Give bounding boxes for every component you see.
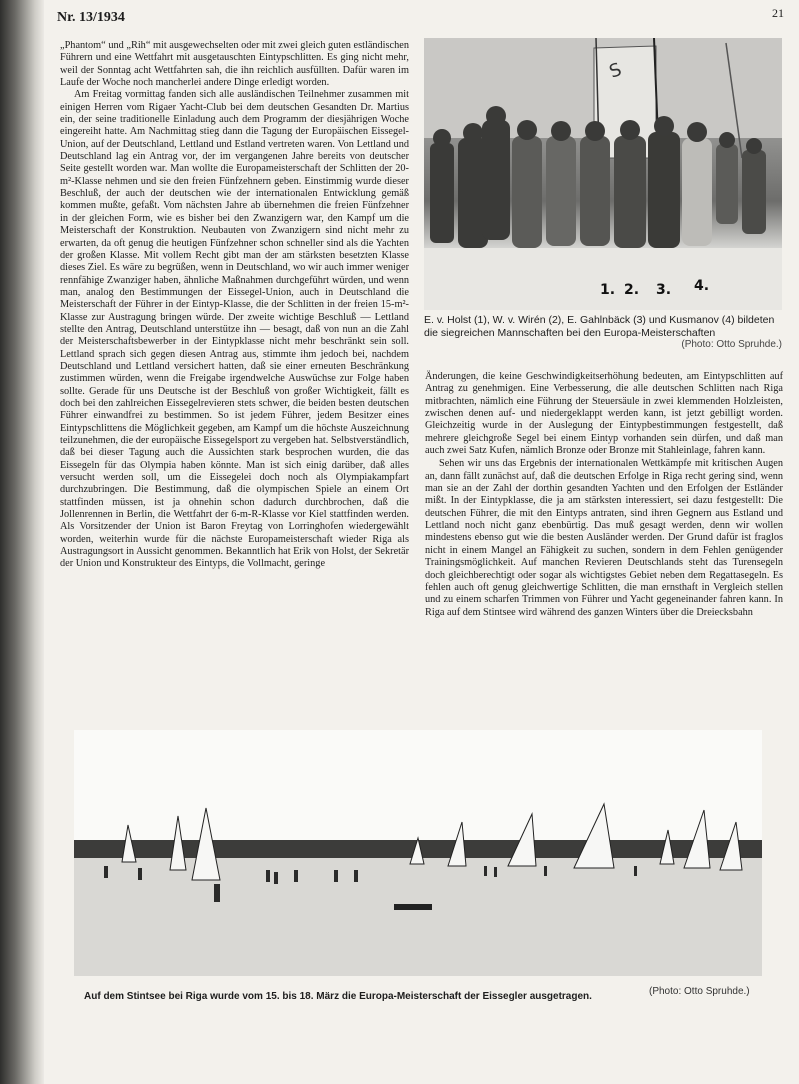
caption-text: E. v. Holst (1), W. v. Wirén (2), E. Gahlnbäck (3) und Kusmanov (4) bildeten die siegreichen Mannschaften bei den Europa-Meisterschaften [424, 314, 775, 339]
right-column-text [425, 371, 783, 619]
page-number: 21 [772, 6, 784, 20]
ice-photo-credit: (Photo: Otto Spruhde.) [649, 986, 750, 997]
paragraph: Änderungen, die keine Geschwindigkeitserhöhung bedeuten, am Eintypschlitten auf Antrag zu genehmigen. Eine Verbesserung, die alle deutschen Schlitten nach Riga mitbrachten, nämlich eine Führung der Steuersäule in zwei klemmenden Holzleisten, zwischen denen auf- und niedergeklappt werden kann, ist jetzt gebilligt worden. Gleichzeitig wurde in der Auslegung der Eintypbestimmungen festgestellt, daß mehrere gleichgroße Segel bei einem Eintyp vorhanden sein dürfen, und daß man auch zwei Satz Kufen, nämlich Bronze oder Bronze mit Stahleinlage, fahren kann. [425, 371, 783, 457]
person-number-2: 2. [624, 282, 640, 298]
left-column-text [60, 40, 409, 571]
ice-photo-caption: Auf dem Stintsee bei Riga wurde vom 15. bis 18. März die Europa-Meisterschaft der Eissegler ausgetragen. [84, 991, 592, 1002]
photo-credit: (Photo: Otto Spruhde.) [681, 339, 782, 350]
paragraph: Am Freitag vormittag fanden sich alle ausländischen Teilnehmer zusammen mit einigen Herren vom Rigaer Yacht-Club bei dem deutschen Gesandten Dr. Martius ein, der seine traditionelle Einladung auch dem Programm der diesjährigen Woche eingereiht hatte. Am Nachmittag stieg dann die Tagung der Europäischen Eissegel-Union, auf der Deutschland, Lettland und Estland vertreten waren. Von Lettland und Deutschland lag ein Antrag vor, der im vergangenen Jahre bereits von deutscher Seite gestellt worden war. Man wollte die Europameisterschaft der Schlitten der 20-m²-Klasse nehmen und sie den freien Fünfzehnern geben. Einstimmig wurde dieser Beschluß, der auch der deutschen wie der internationalen Entwicklung gemäß kommen mußte, gefaßt. Vom nächsten Jahre ab übernehmen die freien Fünfzehner in der gleichen Form, wie es bisher bei den Zwanzigern war, den Kampf um die Meisterschaft der Konstruktion. Neubauten von Zwanzigern sind nicht mehr zu erwarten, da oft genug die heutigen Fünfzehner schon schneller sind als die Yachten der großen Klasse. Mit vollem Recht gibt man der am stärksten besetzten Klasse dieses Ziel. Es wäre zu begrüßen, wenn in Deutschland, wo wir auch immer weniger rennfähige Zwanziger haben, ähnliche Maßnahmen durchgeführt würden, und wenn man, analog den Bestimmungen der Eissegel-Union, auch in Deutschland die Meisterschaft der Führer in der Eintyp-Klasse, die der Schlitten in der freien 15-m²-Klasse zur Austragung bringen würde. Der zweite wichtige Beschluß — Lettland stellte den Antrag, Deutschland unterstütze ihn — besagt, daß von nun an die Zahl der Meisterschaftsbewerber in der Eintypklasse nicht mehr beschränkt sein soll. Lettland sprach sich gegen diesen Antrag aus, stimmte ihm jedoch bei, nachdem Deutschland und Lettland versichert hatten, daß sie einer erneuten Beschränkung zustimmen würden, wenn die Freigabe irgendwelche Auswüchse zur Folge haben sollte. Gerade für uns Deutsche ist der Beschluß von großer Wichtigkeit, fällt es doch bei den zahlreichen Eissegelrevieren stets schwer, die beiden besten deutschen Führer einwandfrei zu bestimmen. So ist jedem Führer, jedem Besitzer eines Eintypschlittens die Möglichkeit gegeben, am Kampf um die höchste Auszeichnung teilzunehmen, die der europäische Eissegelsport zu vergeben hat. Selbstverständlich, daß bei dieser Tagung auch die Aussichten stark besprochen wurden, die das Eissegeln für das Olympia haben könnte. Man ist sich einig darüber, daß alles versucht werden soll, um die Eissegelei doch noch als Olympiakampfart durchzubringen. Die Bestimmung, daß die olympischen Spiele an einem Ort stattfinden müssen, ist ja ohnehin schon dadurch durchbrochen, daß die Jollenrennen in Berlin, die Wettfahrt der 6-m-R-Klasse vor Kiel stattfinden werden. Als Vorsitzender der Union ist Baron Freytag von Lorringhofen wiedergewählt worden, weiterhin wurde für die nächste Europameisterschaft wieder Riga als Austragungsort in Aussicht genommen. Bekanntlich hat Erik von Holst, der Sekretär der Union und Konstrukteur des Eintyps, die Vollmacht, geringe [60, 89, 409, 570]
svg-text:S: S [606, 59, 625, 83]
team-photo [424, 38, 782, 310]
team-photo-illustration [424, 38, 782, 310]
person-number-1: 1. [600, 282, 616, 298]
person-number-4: 4. [694, 278, 710, 294]
person-number-3: 3. [656, 282, 672, 298]
ice-yachts-photo [74, 730, 762, 976]
paragraph: Sehen wir uns das Ergebnis der internationalen Wettkämpfe mit kritischen Augen an, dann fällt zunächst auf, daß die deutschen Erfolge in Riga recht gering sind, wenn man sie an der Zahl der dorthin gesandten Yachten und den Erfolgen der Estländer mißt. In der Eintypklasse, die ja am stärksten interessiert, sei dazu festgestellt: Die deutschen Führer, die mit den Eintyps antraten, sind ihren Gegnern aus Estland und Lettland noch nicht ganz ebenbürtig. Das muß gesagt werden, denn wir wollen mindestens ebenso gut wie die besten Ausländer werden. Der Grund dafür ist fraglos nicht in einem Mangel an Fähigkeit zu suchen, sondern in dem Fehlen genügender Trainingsmöglichkeit. Auf manchen Revieren Deutschlands steht das Turensegeln doch gleichberechtigt oder sogar als wichtigstes Gebiet neben dem Regattasegeln. Es fehlen auch oft genug gleichwertige Schlitten, die man ernsthaft in Vergleich stellen und zu einem scharfen Trimmen von Führer und Yacht gegeneinander fahren kann. In Riga auf dem Stintsee wird während des ganzen Winters über die Dreiecksbahn [425, 458, 783, 618]
paragraph: „Phantom“ und „Rih“ mit ausgewechselten oder mit zwei gleich guten estländischen Führern und eine Wettfahrt mit ausgetauschten Eintypschlitten. Es ging nicht mehr, weil der Sonntag acht Wettfahrten sah, die ihn reichlich ausfüllten. Dafür waren im Laufe der Woche noch mancherlei andere Dinge erledigt worden. [60, 40, 409, 89]
binding-gutter [0, 0, 44, 1084]
team-photo-caption [424, 314, 782, 352]
ice-yachts-illustration [74, 730, 762, 976]
issue-number: Nr. 13/1934 [57, 10, 125, 25]
